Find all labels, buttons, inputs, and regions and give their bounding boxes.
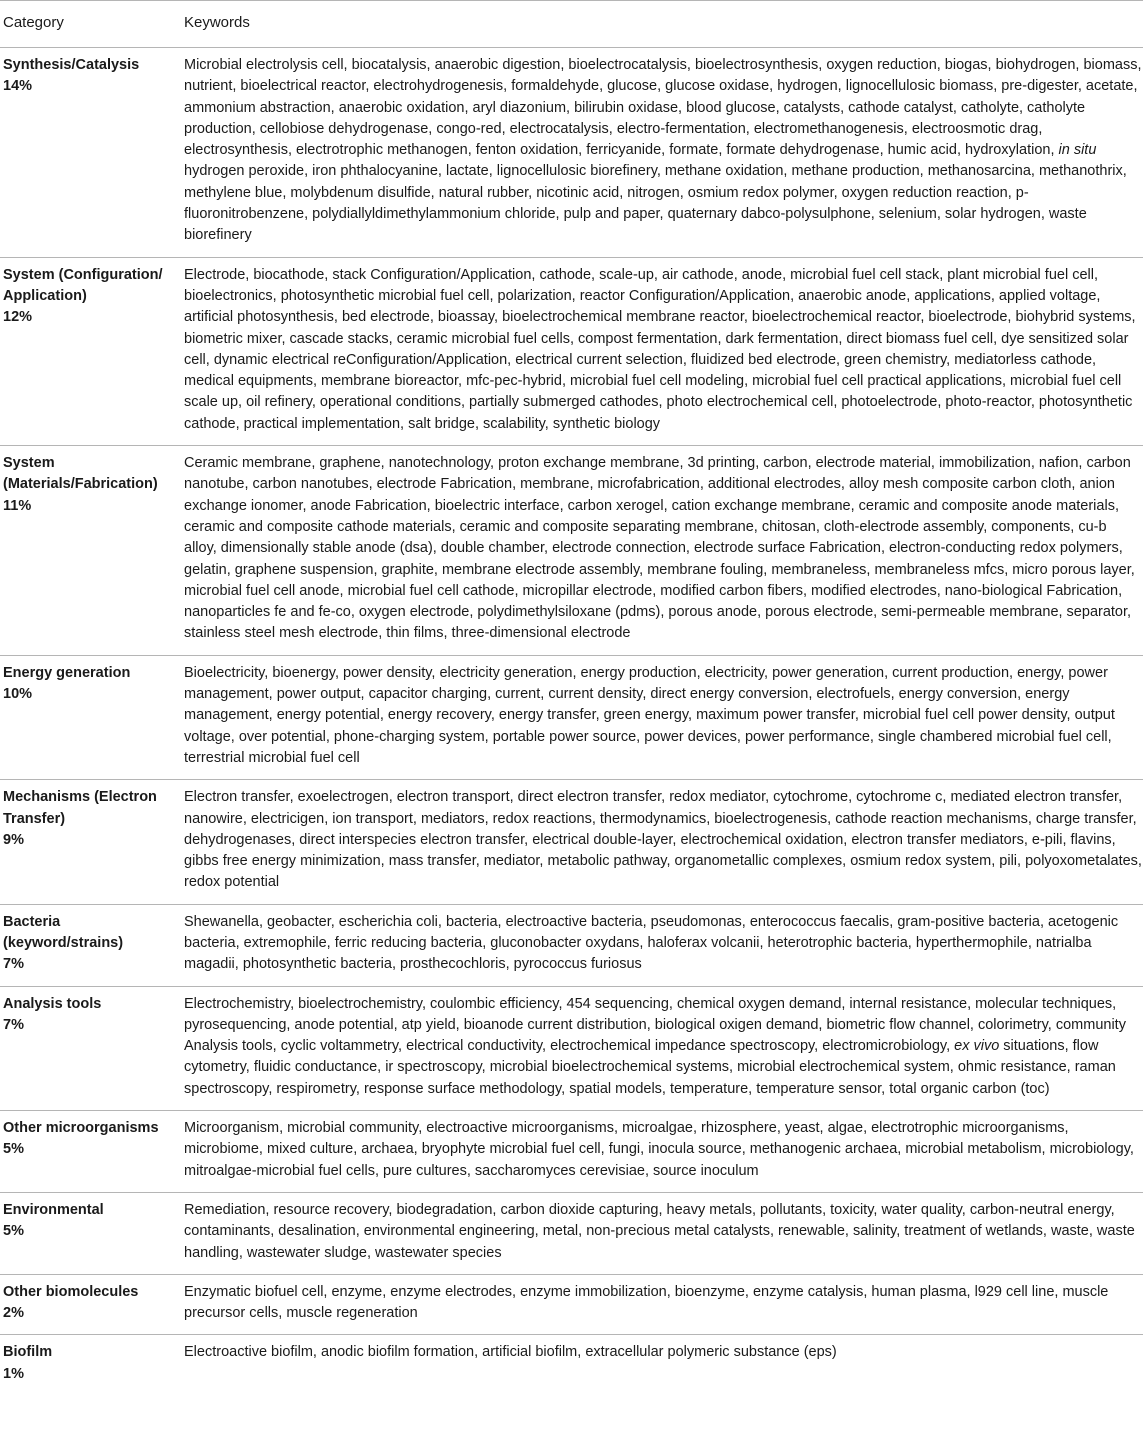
table-row [0, 1274, 1143, 1335]
category-name: Biofilm [3, 1344, 53, 1361]
category-cell [0, 257, 181, 445]
category-cell [0, 1274, 181, 1335]
keywords-cell [181, 257, 1143, 445]
keyword-segment: Electron transfer, exoelectrogen, electron transport, direct electron transfer, redox mediator, cytochrome, cytochrome c, mediated electron transfer, nanowire, electricigen, ion transport, mediators, redox reactions, thermodynamics, bioelectrogenesis, cathode reaction mechanisms, charge transfer, dehydrogenases, direct interspecies electron transfer, electrical double-layer, electrochemical oxidation, electron transfer mediators, e-pili, flavins, gibbs free energy minimization, mass transfer, mediator, metabolic pathway, organometallic complexes, osmium redox system, pili, polyoxometalates, redox potential [184, 789, 1142, 891]
header-keywords: Keywords [181, 1, 1143, 48]
category-cell [0, 904, 181, 986]
category-name: Synthesis/Catalysis [3, 57, 140, 73]
keywords-cell [181, 780, 1143, 904]
keyword-segment: Electroactive biofilm, anodic biofilm formation, artificial biofilm, extracellular polymeric substance (eps) [184, 1344, 837, 1361]
keyword-segment: Microbial electrolysis cell, biocatalysis, anaerobic digestion, bioelectrocatalysis, bioelectrosynthesis, oxygen reduction, biogas, biohydrogen, biomass, nutrient, bioelectrical reactor, electrohydrogenesis, formaldehyde, glucose, glucose oxidase, hydrogen, lignocellulosic biomass, pre-digester, acetate, ammonium abstraction, anaerobic oxidation, aryl diazonium, bilirubin oxidase, blood glucose, catalysts, cathode catalyst, catholyte, catholyte production, cellobiose dehydrogenase, congo-red, electrocatalysis, electro-fermentation, electromethanogenesis, electroosmotic drag, electrosynthesis, electrotrophic methanogen, fenton oxidation, ferricyanide, formate, formate dehydrogenase, humic acid, hydroxylation, [184, 57, 1142, 159]
table-row [0, 1335, 1143, 1395]
table-row [0, 1192, 1143, 1274]
keyword-segment: Electrochemistry, bioelectrochemistry, coulombic efficiency, 454 sequencing, chemical oxygen demand, internal resistance, molecular techniques, pyrosequencing, anode potential, atp yield, bioanode current distribution, biological oxigen demand, biometric flow channel, colorimetry, community Analysis tools, cyclic voltammetry, electrical conductivity, electrochemical impedance spectroscopy, electromicrobiology, [184, 995, 1126, 1055]
table-header [0, 1, 1143, 48]
table-row [0, 986, 1143, 1110]
category-cell [0, 780, 181, 904]
category-name: Other biomolecules [3, 1283, 139, 1300]
keyword-segment: Bioelectricity, bioenergy, power density, electricity generation, energy production, electricity, power generation, current production, energy, power management, power output, capacitor charging, current, current density, direct energy conversion, electrofuels, energy conversion, energy management, energy potential, energy recovery, energy transfer, green energy, maximum power transfer, microbial fuel cell power density, output voltage, over potential, phone-charging system, portable power source, power devices, power performance, single chambered microbial fuel cell, terrestrial microbial fuel cell [184, 664, 1115, 766]
table-row [0, 257, 1143, 445]
category-percent: 1% [3, 1365, 24, 1382]
keywords-cell [181, 1335, 1143, 1395]
header-category: Category [0, 1, 181, 48]
keyword-segment: Electrode, biocathode, stack Configuration/Application, cathode, scale-up, air cathode, anode, microbial fuel cell stack, plant microbial fuel cell, bioelectronics, photosynthetic microbial fuel cell, polarization, reactor Configuration/Application, anaerobic anode, applications, applied voltage, artificial photosynthesis, bed electrode, bioassay, bioelectrochemical membrane reactor, bioelectrochemical reactor, bioelectrode, biohybrid systems, biometric mixer, cascade stacks, ceramic microbial fuel cells, compost fermentation, dark fermentation, direct biomass fuel cell, dye sensitized solar cell, dynamic electrical reConfiguration/Application, electrical current selection, fluidized bed electrode, green chemistry, mediatorless cathode, medical equipments, membrane bioreactor, mfc-pec-hybrid, microbial fuel cell modeling, microbial fuel cell practical applications, microbial fuel cell scale up, oil refinery, operational conditions, partially submerged cathodes, photo electrochemical cell, photoelectrode, photo-reactor, photosynthetic cathode, practical implementation, salt bridge, scalability, synthetic biology [184, 266, 1136, 432]
category-percent: 7% [3, 1016, 24, 1033]
keywords-cell [181, 446, 1143, 656]
category-cell [0, 1111, 181, 1193]
category-name: Environmental [3, 1201, 104, 1218]
keyword-segment: situations, flow cytometry, fluidic conductance, ir spectroscopy, microbial bioelectrochemical systems, microbial electrochemical system, ohmic resistance, raman spectroscopy, respirometry, response surface methodology, spatial models, temperature, temperature sensor, total organic carbon (toc) [184, 1038, 1116, 1097]
category-name: Mechanisms (Electron Transfer) [3, 789, 157, 827]
keyword-segment: Ceramic membrane, graphene, nanotechnology, proton exchange membrane, 3d printing, carbon, electrode material, immobilization, nafion, carbon nanotube, carbon nanotubes, electrode Fabrication, membrane, microfabrication, additional electrodes, alloy mesh composite carbon cloth, anion exchange ionomer, anode Fabrication, bioelectric interface, carbon xerogel, cation exchange membrane, ceramic and composite anode materials, ceramic and composite cathode materials, ceramic and composite separating membrane, chitosan, cloth-electrode assembly, components, cu-b alloy, dimensionally stable anode (dsa), double chamber, electrode connection, electrode surface Fabrication, electron-conducting redox polymers, gelatin, graphene suspension, graphite, membrane electrode assembly, membrane fouling, membraneless, membraneless mfcs, micro porous layer, microbial fuel cell anode, microbial fuel cell cathode, micropillar electrode, modified carbon fibers, modified electrodes, nano-biological Fabrication, nanoparticles fe and fe-co, oxygen electrode, polydimethylsiloxane (pdms), porous anode, porous electrode, semi-permeable membrane, separator, stainless steel mesh electrode, thin films, three-dimensional electrode [184, 455, 1135, 642]
table-body [0, 48, 1143, 1396]
category-percent: 5% [3, 1223, 24, 1240]
table-row [0, 48, 1143, 258]
keywords-cell [181, 1111, 1143, 1193]
category-cell [0, 986, 181, 1110]
category-percent: 5% [3, 1141, 24, 1158]
category-percent: 10% [3, 686, 33, 703]
keyword-segment: hydrogen peroxide, iron phthalocyanine, lactate, lignocellulosic biorefinery, methane oxidation, methane production, methanosarcina, methanothrix, methylene blue, molybdenum disulfide, natural rubber, nicotinic acid, nitrogen, osmium redox polymer, oxygen reduction reaction, p-fluoronitrobenzene, polydiallyldimethylammonium chloride, pulp and paper, quaternary dabco-polysulphone, selenium, solar hydrogen, waste biorefinery [184, 163, 1127, 244]
category-name: System (Configuration/ Application) [3, 266, 163, 304]
category-name: Analysis tools [3, 995, 102, 1012]
category-percent: 7% [3, 956, 24, 973]
category-cell [0, 1192, 181, 1274]
table-row [0, 446, 1143, 656]
category-percent: 14% [3, 78, 33, 95]
category-cell [0, 48, 181, 258]
category-percent: 12% [3, 309, 33, 326]
keywords-cell [181, 655, 1143, 779]
keyword-italic-segment: in situ [1058, 142, 1097, 159]
category-name: System (Materials/Fabrication) [3, 455, 158, 493]
keywords-cell [181, 904, 1143, 986]
keywords-cell [181, 1192, 1143, 1274]
category-percent: 9% [3, 831, 24, 848]
table-row [0, 655, 1143, 779]
category-percent: 11% [3, 497, 32, 514]
category-name: Other microorganisms [3, 1120, 159, 1137]
keywords-cell [181, 1274, 1143, 1335]
category-name: Energy generation [3, 664, 131, 681]
table-row [0, 1111, 1143, 1193]
keyword-italic-segment: ex vivo [954, 1038, 1000, 1055]
keyword-segment: Remediation, resource recovery, biodegradation, carbon dioxide capturing, heavy metals, pollutants, toxicity, water quality, carbon-neutral energy, contaminants, desalination, environmental engineering, metal, non-precious metal catalysts, renewable, salinity, treatment of wetlands, waste, waste handling, wastewater sludge, wastewater species [184, 1201, 1135, 1261]
table-row [0, 780, 1143, 904]
table-row [0, 904, 1143, 986]
keywords-cell [181, 48, 1143, 258]
category-name: Bacteria (keyword/strains) [3, 913, 124, 951]
category-cell [0, 446, 181, 656]
header-row [0, 1, 1143, 48]
category-cell [0, 655, 181, 779]
keyword-segment: Enzymatic biofuel cell, enzyme, enzyme electrodes, enzyme immobilization, bioenzyme, enzyme catalysis, human plasma, l929 cell line, muscle precursor cells, muscle regeneration [184, 1283, 1109, 1322]
category-percent: 2% [3, 1305, 24, 1322]
keyword-segment: Microorganism, microbial community, electroactive microorganisms, microalgae, rhizosphere, yeast, algae, electrotrophic microorganisms, microbiome, mixed culture, archaea, bryophyte microbial fuel cell, fungi, inocula source, methanogenic archaea, microbial metabolism, microbiology, mitroalgae-microbial fuel cells, pure cultures, saccharomyces cerevisiae, source inoculum [184, 1120, 1134, 1179]
keywords-cell [181, 986, 1143, 1110]
keyword-segment: Shewanella, geobacter, escherichia coli, bacteria, electroactive bacteria, pseudomonas, enterococcus faecalis, gram-positive bacteria, acetogenic bacteria, extremophile, ferric reducing bacteria, gluconobacter oxydans, haloferax volcanii, heterotrophic bacteria, hyperthermophile, natrialba magadii, photosynthetic bacteria, prosthecochloris, pyrococcus furiosus [184, 913, 1119, 973]
category-cell [0, 1335, 181, 1395]
